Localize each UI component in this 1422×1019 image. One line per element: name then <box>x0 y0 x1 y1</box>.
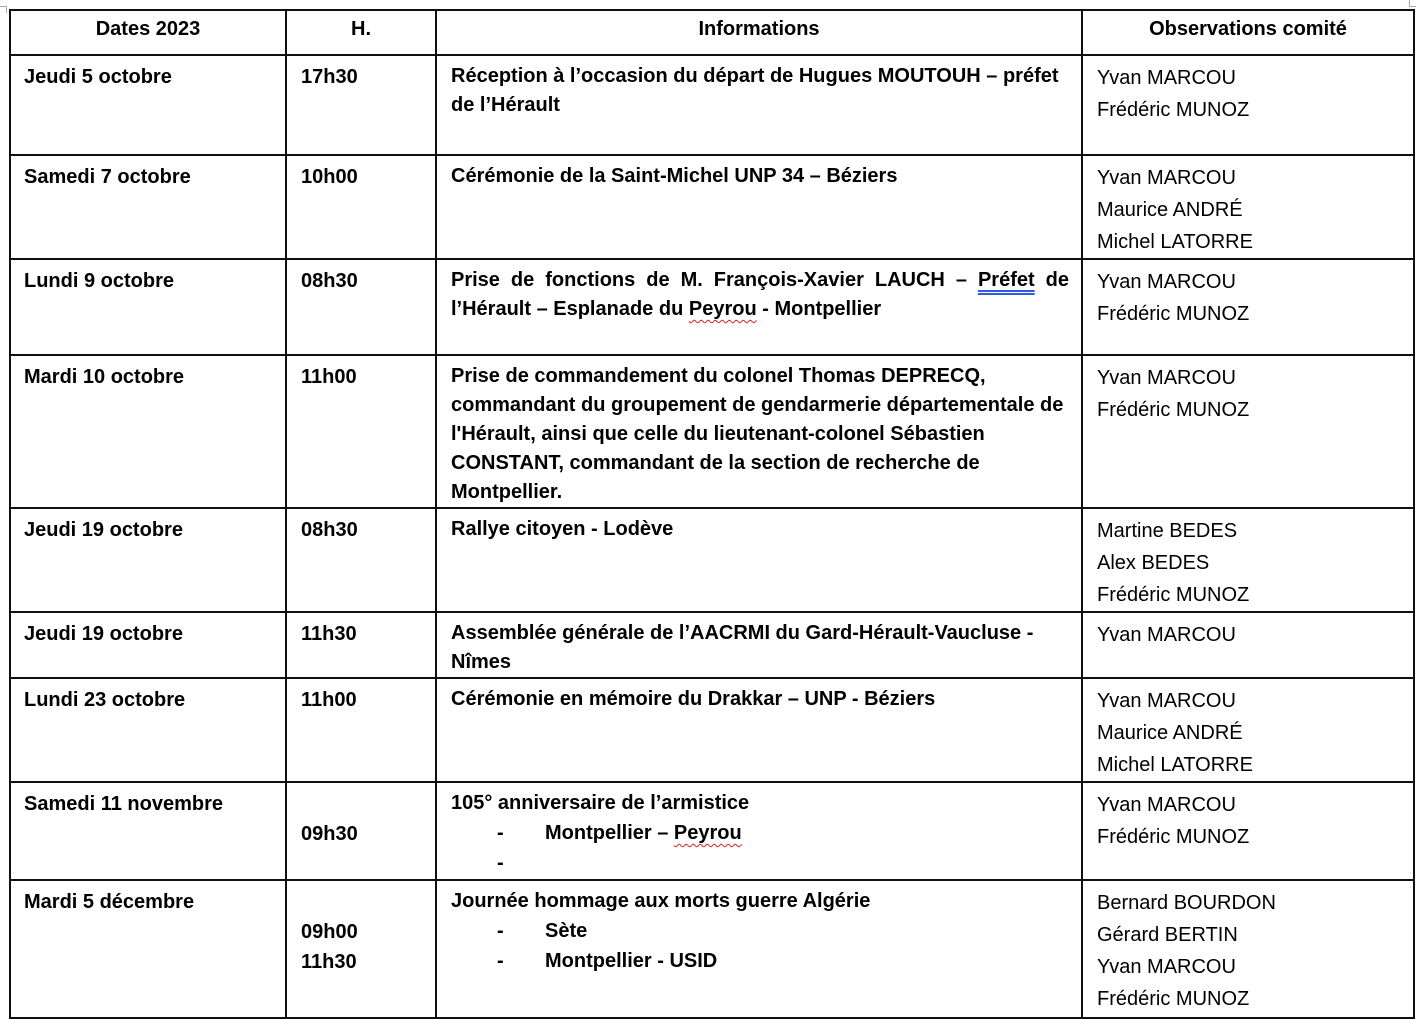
info-cell <box>436 508 1082 612</box>
obs-name: Yvan MARCOU <box>1097 67 1236 89</box>
sub-item-text: Montpellier - USID <box>545 950 718 972</box>
info-text: Rallye citoyen - Lodève <box>451 518 674 540</box>
header-dates: Dates 2023 <box>10 10 286 55</box>
info-text: Assemblée générale de l’AACRMI du Gard-Hérault-Vaucluse - Nîmes <box>451 622 1034 673</box>
obs-name: Frédéric MUNOZ <box>1097 988 1250 1010</box>
hour-cell: 11h00 <box>286 355 436 508</box>
obs-name: Yvan MARCOU <box>1097 367 1236 389</box>
info-cell <box>436 880 1082 1018</box>
sub-item <box>451 946 1069 976</box>
table-row <box>10 880 1414 1018</box>
obs-name: Bernard BOURDON <box>1097 892 1276 914</box>
obs-name: Maurice ANDRÉ <box>1097 199 1243 221</box>
obs-cell <box>1082 259 1414 355</box>
obs-name: Yvan MARCOU <box>1097 956 1236 978</box>
info-cell <box>436 259 1082 355</box>
sub-item-text-part: Montpellier – <box>545 822 669 844</box>
info-text: Réception à l’occasion du départ de Hugues MOUTOUH – préfet de l’Hérault <box>451 65 1059 116</box>
info-text: Journée hommage aux morts guerre Algérie <box>451 890 871 912</box>
hour-cell <box>286 782 436 880</box>
obs-name: Alex BEDES <box>1097 552 1210 574</box>
table-row <box>10 155 1414 259</box>
hour-line: 11h30 <box>301 951 357 973</box>
table-row <box>10 612 1414 678</box>
spelling-flagged-word: Peyrou <box>673 822 742 844</box>
table-row <box>10 259 1414 355</box>
date-cell: Jeudi 5 octobre <box>10 55 286 155</box>
hour-cell: 08h30 <box>286 259 436 355</box>
obs-name: Frédéric MUNOZ <box>1097 303 1250 325</box>
header-observations: Observations comité <box>1082 10 1414 55</box>
obs-cell <box>1082 880 1414 1018</box>
obs-name: Maurice ANDRÉ <box>1097 722 1243 744</box>
table-row <box>10 678 1414 782</box>
table-row <box>10 55 1414 155</box>
info-text-part: de l’Hérault – Esplanade du <box>451 269 1069 320</box>
obs-name: Michel LATORRE <box>1097 754 1253 776</box>
info-cell <box>436 612 1082 678</box>
info-cell <box>436 678 1082 782</box>
obs-name: Frédéric MUNOZ <box>1097 584 1250 606</box>
sub-item-dash: - <box>497 822 504 844</box>
grammar-flagged-word: Préfet <box>977 269 1035 291</box>
table-row <box>10 782 1414 880</box>
info-text-part: - Montpellier <box>762 298 882 320</box>
info-cell <box>436 55 1082 155</box>
info-cell <box>436 155 1082 259</box>
sub-item-text <box>545 818 742 848</box>
obs-cell <box>1082 612 1414 678</box>
obs-name: Yvan MARCOU <box>1097 271 1236 293</box>
date-cell: Lundi 9 octobre <box>10 259 286 355</box>
hour-cell: 11h00 <box>286 678 436 782</box>
hour-line <box>301 887 427 917</box>
date-cell: Mardi 10 octobre <box>10 355 286 508</box>
hour-cell: 08h30 <box>286 508 436 612</box>
header-hour: H. <box>286 10 436 55</box>
info-text <box>451 266 1069 324</box>
info-cell <box>436 782 1082 880</box>
info-text: 105° anniversaire de l’armistice <box>451 792 750 814</box>
date-cell: Lundi 23 octobre <box>10 678 286 782</box>
info-text-part: Prise de fonctions de M. François-Xavier LAUCH – <box>451 269 967 291</box>
obs-name: Yvan MARCOU <box>1097 624 1236 646</box>
date-cell: Mardi 5 décembre <box>10 880 286 1018</box>
date-cell: Samedi 11 novembre <box>10 782 286 880</box>
obs-name: Yvan MARCOU <box>1097 690 1236 712</box>
obs-name: Frédéric MUNOZ <box>1097 99 1250 121</box>
obs-cell <box>1082 355 1414 508</box>
table-row <box>10 508 1414 612</box>
sub-item-dash: - <box>497 920 504 942</box>
obs-cell <box>1082 678 1414 782</box>
table-header-row <box>10 10 1414 55</box>
sub-item <box>451 848 1069 878</box>
obs-name: Gérard BERTIN <box>1097 924 1238 946</box>
page-corner-mark <box>0 6 7 13</box>
date-cell: Samedi 7 octobre <box>10 155 286 259</box>
hour-cell <box>286 880 436 1018</box>
info-text: Cérémonie en mémoire du Drakkar – UNP - Béziers <box>451 688 936 710</box>
obs-cell <box>1082 55 1414 155</box>
sub-item <box>451 818 1069 848</box>
agenda-table <box>9 9 1415 1019</box>
obs-name: Frédéric MUNOZ <box>1097 399 1250 421</box>
sub-item-text: Sète <box>545 920 588 942</box>
header-informations: Informations <box>436 10 1082 55</box>
info-cell <box>436 355 1082 508</box>
obs-cell <box>1082 155 1414 259</box>
obs-name: Martine BEDES <box>1097 520 1238 542</box>
obs-name: Michel LATORRE <box>1097 231 1253 253</box>
hour-line: 09h30 <box>301 823 358 845</box>
info-text: Cérémonie de la Saint-Michel UNP 34 – Béziers <box>451 165 898 187</box>
obs-cell <box>1082 782 1414 880</box>
obs-name: Yvan MARCOU <box>1097 794 1236 816</box>
table-row <box>10 355 1414 508</box>
hour-cell: 11h30 <box>286 612 436 678</box>
hour-line: 09h00 <box>301 921 358 943</box>
date-cell: Jeudi 19 octobre <box>10 612 286 678</box>
page-corner-mark <box>1409 0 1416 7</box>
hour-cell: 10h00 <box>286 155 436 259</box>
info-text: Prise de commandement du colonel Thomas DEPRECQ, commandant du groupement de gendarmerie départementale de l'Hérault, ainsi que celle du lieutenant-colonel Sébastien CONSTANT, commandant de la section de recherche de Montpellier. <box>451 365 1064 503</box>
sub-item-dash: - <box>497 950 504 972</box>
obs-name: Frédéric MUNOZ <box>1097 826 1250 848</box>
date-cell: Jeudi 19 octobre <box>10 508 286 612</box>
hour-line <box>301 789 427 819</box>
obs-name: Yvan MARCOU <box>1097 167 1236 189</box>
hour-cell: 17h30 <box>286 55 436 155</box>
sub-item-dash: - <box>497 852 504 874</box>
obs-cell <box>1082 508 1414 612</box>
spelling-flagged-word: Peyrou <box>688 298 757 320</box>
sub-item <box>451 916 1069 946</box>
